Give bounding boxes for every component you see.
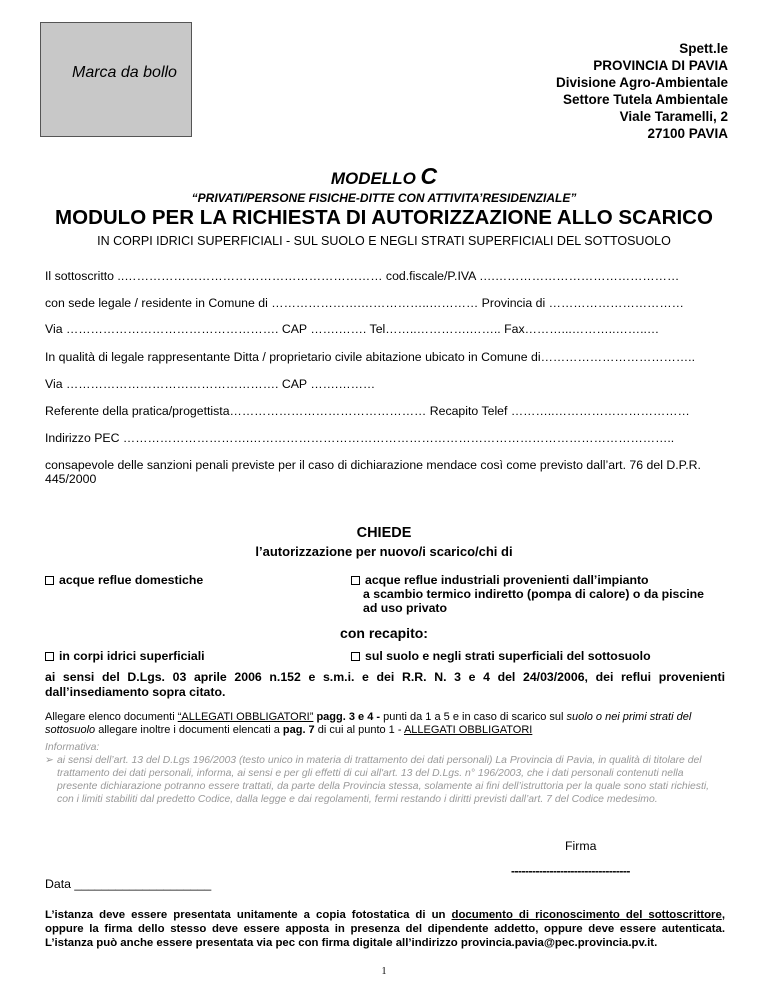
option-label: acque reflue industriali provenienti dall’impianto xyxy=(365,573,649,587)
checkbox-icon[interactable] xyxy=(351,576,360,585)
model-subtitle: “PRIVATI/PERSONE FISICHE-DITTE CON ATTIVITA’RESIDENZIALE” xyxy=(191,191,577,205)
option-acque-domestiche[interactable] xyxy=(45,573,203,587)
signature-label: Firma xyxy=(565,839,597,853)
address-line: Viale Taramelli, 2 xyxy=(619,109,728,124)
attachments-link[interactable]: “ALLEGATI OBBLIGATORI” xyxy=(177,711,314,723)
attachments-link[interactable]: ALLEGATI OBBLIGATORI xyxy=(403,724,533,736)
text: , oppure la firma dello stesso deve essere apposta in presenza del dipendente addetto, oppure deve essere autenticata. L’istanza può anche essere presentata via pec con firma digitale all’indirizzo provincia.pavia@pec.provincia.pv.it. xyxy=(45,909,725,949)
attachments-note xyxy=(45,711,725,737)
document-title: MODULO PER LA RICHIESTA DI AUTORIZZAZIONE ALLO SCARICO xyxy=(55,206,713,229)
document-subtitle: IN CORPI IDRICI SUPERFICIALI - SUL SUOLO E NEGLI STRATI SUPERFICIALI DEL SOTTOSUOLO xyxy=(97,234,671,248)
recapito-heading: con recapito: xyxy=(340,625,428,641)
text: di cui al punto 1 - xyxy=(314,724,404,736)
option-suolo[interactable] xyxy=(351,649,651,663)
form-line-name[interactable]: Il sottoscritto ..……………………………………………………… cod.fiscale/P.IVA ….……………………………………… xyxy=(45,269,680,283)
checkbox-icon[interactable] xyxy=(45,576,54,585)
date-field[interactable]: Data ____________________ xyxy=(45,877,212,891)
page-number: 1 xyxy=(381,966,387,977)
text: Allegare elenco documenti xyxy=(45,711,178,723)
checkbox-icon[interactable] xyxy=(351,652,360,661)
chiede-heading: CHIEDE xyxy=(356,525,412,541)
submission-note xyxy=(45,908,725,950)
model-letter: C xyxy=(420,163,438,189)
form-line-rappresentante[interactable]: In qualità di legale rappresentante Ditta / proprietario civile abitazione ubicato in Comune di……………………………….. xyxy=(45,350,695,364)
privacy-notice xyxy=(45,741,725,806)
text: pag. 7 xyxy=(282,724,315,736)
option-corpi-idrici[interactable] xyxy=(45,649,205,663)
form-line-comune[interactable]: con sede legale / residente in Comune di ………………….……………..………… Provincia di …………………………… xyxy=(45,296,684,310)
model-heading xyxy=(0,163,768,190)
declaration-text: consapevole delle sanzioni penali previste per il caso di dichiarazione mendace così come previsto dall’art. 76 del D.P.R. 445/2000 xyxy=(45,458,701,486)
address-line: PROVINCIA DI PAVIA xyxy=(593,58,728,73)
text: pagg. 3 e 4 - xyxy=(313,711,381,723)
option-label: acque reflue domestiche xyxy=(59,573,204,587)
checkbox-icon[interactable] xyxy=(45,652,54,661)
address-line: Divisione Agro-Ambientale xyxy=(555,75,728,90)
text: punti da 1 a 5 e in caso di scarico sul xyxy=(380,711,567,723)
chiede-subtitle: l’autorizzazione per nuovo/i scarico/chi di xyxy=(255,544,513,559)
signature-line[interactable]: ---------------------------------- xyxy=(511,864,630,878)
form-line-via[interactable]: Via ……………………………………………. CAP …….……. Tel……..………….…….. Fax………...………..……..… xyxy=(45,322,660,336)
option-acque-industriali[interactable] xyxy=(351,573,704,615)
recipient-address xyxy=(556,40,728,142)
option-label: ad uso privato xyxy=(363,601,448,615)
privacy-text: ai sensi dell’art. 13 del D.Lgs 196/2003 (testo unico in materia di trattamento dei dati personali) La Provincia di Pavia, in qualità di titolare del trattamento dei dati personali, informa, ai sensi e per gli effetti di cui all'art. 13 del D.Lgs. n° 196/2003, che i dati personali contenuti nella presente dichiarazione potranno essere trattati, da parte della Provincia stessa, solamente ai fini dell’istruttoria per la quale sono stati richiesti, con i limiti stabiliti dal predetto Codice, dalla legge e dai regolamenti, fermi restando i diritti previsti dall’art. 7 del Codice medesimo. xyxy=(57,755,710,805)
legal-reference: ai sensi del D.Lgs. 03 aprile 2006 n.152 e s.m.i. e dei R.R. N. 3 e 4 del 24/03/2006, dei reflui provenienti dall’insediamento sopra citato. xyxy=(45,670,725,699)
text: allegare inoltre i documenti elencati a xyxy=(95,724,283,736)
form-line-via2[interactable]: Via ……………………………………………. CAP …….……… xyxy=(45,377,376,391)
form-line-pec[interactable]: Indirizzo PEC ………………………….………………………………………………………………………………………….. xyxy=(45,431,675,445)
text: L’istanza deve essere presentata unitamente a copia fotostatica di un xyxy=(45,909,452,921)
option-label: a scambio termico indiretto (pompa di calore) o da piscine xyxy=(363,587,704,601)
option-label: in corpi idrici superficiali xyxy=(59,649,205,663)
arrow-bullet-icon: ➢ xyxy=(45,755,54,766)
text: suolo o nei primi strati del sottosuolo xyxy=(45,711,692,736)
model-word: MODELLO xyxy=(330,169,416,188)
stamp-box xyxy=(40,22,192,137)
address-line: 27100 PAVIA xyxy=(647,126,728,141)
stamp-label: Marca da bollo xyxy=(72,64,177,81)
privacy-title: Informativa: xyxy=(45,742,100,753)
address-line: Settore Tutela Ambientale xyxy=(562,92,728,107)
form-line-referente[interactable]: Referente della pratica/progettista………………………………………… Recapito Telef ………..…………………………… xyxy=(45,404,690,418)
option-label: sul suolo e negli strati superficiali del sottosuolo xyxy=(365,649,651,663)
text: documento di riconoscimento del sottoscrittore xyxy=(451,909,722,921)
address-line: Spett.le xyxy=(679,41,728,56)
